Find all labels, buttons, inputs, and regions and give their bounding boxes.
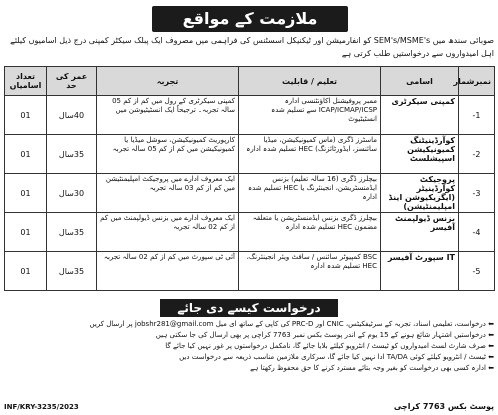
row-name: کوآرڈینیٹنگ کمیونیکیشن اسپیشلسٹ [381, 135, 459, 174]
table-row [5, 96, 495, 135]
row-count: 01 [5, 213, 47, 252]
header-age: عمر کی حد [47, 67, 97, 96]
header-experience: تجربہ [97, 67, 239, 96]
page-title: ملازمت کے مواقع [152, 6, 348, 32]
row-name: پروجیکٹ کوآرڈینیٹر (ایگزیکیوشن اینڈ امپلیمنٹیشن) [381, 174, 459, 213]
header-qualification: تعلیم / قابلیت [239, 67, 381, 96]
header-count: تعداد اسامیاں [5, 67, 47, 96]
instruction-item: ⬅ ادارہ کسی بھی درخواست کو بغیر وجہ بتائے مسترد کرنے کا حق محفوظ رکھتا ہے [250, 364, 494, 372]
table-row [5, 174, 495, 213]
row-age: 30سال [47, 174, 97, 213]
row-name: IT سپورٹ آفیسر [381, 252, 459, 291]
row-qualification: BSC کمپیوٹر سائنس / سافٹ ویئر انجینئرنگ، HEC تسلیم شدہ ادارہ [239, 252, 381, 291]
row-count: 01 [5, 135, 47, 174]
how-to-apply-heading: درخواست کیسے دی جائے [160, 299, 338, 317]
row-age: 35سال [47, 213, 97, 252]
instructions-list [4, 319, 494, 387]
row-experience: کارپوریٹ کمیونیکیشن، سوشل میڈیا یا کمیونیکیشن میں کم از کم 05 سالہ تجربہ [97, 135, 239, 174]
row-qualification: ماسٹرز ڈگری (ماس کمیونیکیشن، میڈیا سائنسز، ایڈورٹائزنگ) HEC تسلیم شدہ ادارہ [239, 135, 381, 174]
row-experience: ایک معروف ادارے میں پروجیکٹ امپلیمنٹیشن میں کم از کم 03 سالہ تجربہ [97, 174, 239, 213]
table-row [5, 213, 495, 252]
row-num: 4- [459, 213, 495, 252]
row-age: 40سال [47, 96, 97, 135]
instruction-item: ⬅ ٹیسٹ / انٹرویو کیلئے کوئی TA/DA ادا نہیں کیا جائے گا، سرکاری ملازمین مناسب ذریعہ سے درخواست دیں [179, 353, 494, 361]
row-qualification: بیچلرز ڈگری بزنس ایڈمنسٹریشن یا متعلقہ مضمون HEC تسلیم شدہ ادارہ [239, 213, 381, 252]
row-name: بزنس ڈیولپمنٹ آفیسر [381, 213, 459, 252]
intro-text: صوبائی سندھ میں SEM's/MSME's کو انفارمیشن اور ٹیکنیکل اسسٹنس کی فراہمی میں مصروف ایک پبلک سیکٹر کمپنی درج ذیل اسامیوں کیلئے اہل امیدواروں سے درخواستیں طلب کرتی ہے [10, 36, 494, 58]
jobs-table [4, 66, 495, 291]
row-count: 01 [5, 252, 47, 291]
postal-address: پوسٹ بکس 7763 کراچی [393, 402, 494, 411]
row-qualification: ممبر پروفیشنل اکاؤنٹنسی ادارہ ICAP/ICMAP/ICSP سے تسلیم شدہ انسٹیٹیوٹ [239, 96, 381, 135]
row-qualification: بیچلرز ڈگری (16 سالہ تعلیم) بزنس ایڈمنسٹریشن، انجینئرنگ یا HEC تسلیم شدہ ادارہ [239, 174, 381, 213]
row-num: 5- [459, 252, 495, 291]
table-header-row [5, 67, 495, 96]
row-count: 01 [5, 174, 47, 213]
row-name: کمپنی سیکرٹری [381, 96, 459, 135]
instruction-item: ⬅ صرف شارٹ لسٹ امیدواروں کو ٹیسٹ / انٹرویو کیلئے بلایا جائے گا، نامکمل درخواستوں پر غور نہیں کیا جائے گا [165, 342, 494, 350]
instruction-item: ⬅ درخواستیں اشتہار شائع ہونے کے 15 یوم کے اندر پوسٹ بکس نمبر 7763 کراچی پر بھی ارسال کی جا سکتی ہیں [155, 331, 494, 339]
table-row [5, 135, 495, 174]
row-age: 35سال [47, 252, 97, 291]
row-experience: آئی ٹی سپورٹ میں کم از کم 02 سالہ تجربہ [97, 252, 239, 291]
row-experience: ایک معروف ادارے میں بزنس ڈیولپمنٹ میں کم از کم 02 سالہ تجربہ [97, 213, 239, 252]
table-row [5, 252, 495, 291]
row-age: 35سال [47, 135, 97, 174]
header-name: اسامی [381, 67, 459, 96]
reference-number: INF/KRY-3235/2023 [4, 403, 79, 411]
row-experience: کمپنی سیکرٹری کے رول میں کم از کم 05 سالہ تجربہ۔ ترجیحاً ایک انسٹیٹیوشن میں [97, 96, 239, 135]
row-num: 3- [459, 174, 495, 213]
instruction-item: ⬅ درخواست، تعلیمی اسناد، تجربہ کے سرٹیفکیٹس، CNIC اور PRC-D کی کاپی کے ساتھ ای میل jobshr281@gmail.com پر ارسال کریں [89, 320, 494, 328]
header-num: نمبرشمار [459, 67, 495, 96]
row-num: 1- [459, 96, 495, 135]
row-num: 2- [459, 135, 495, 174]
row-count: 01 [5, 96, 47, 135]
